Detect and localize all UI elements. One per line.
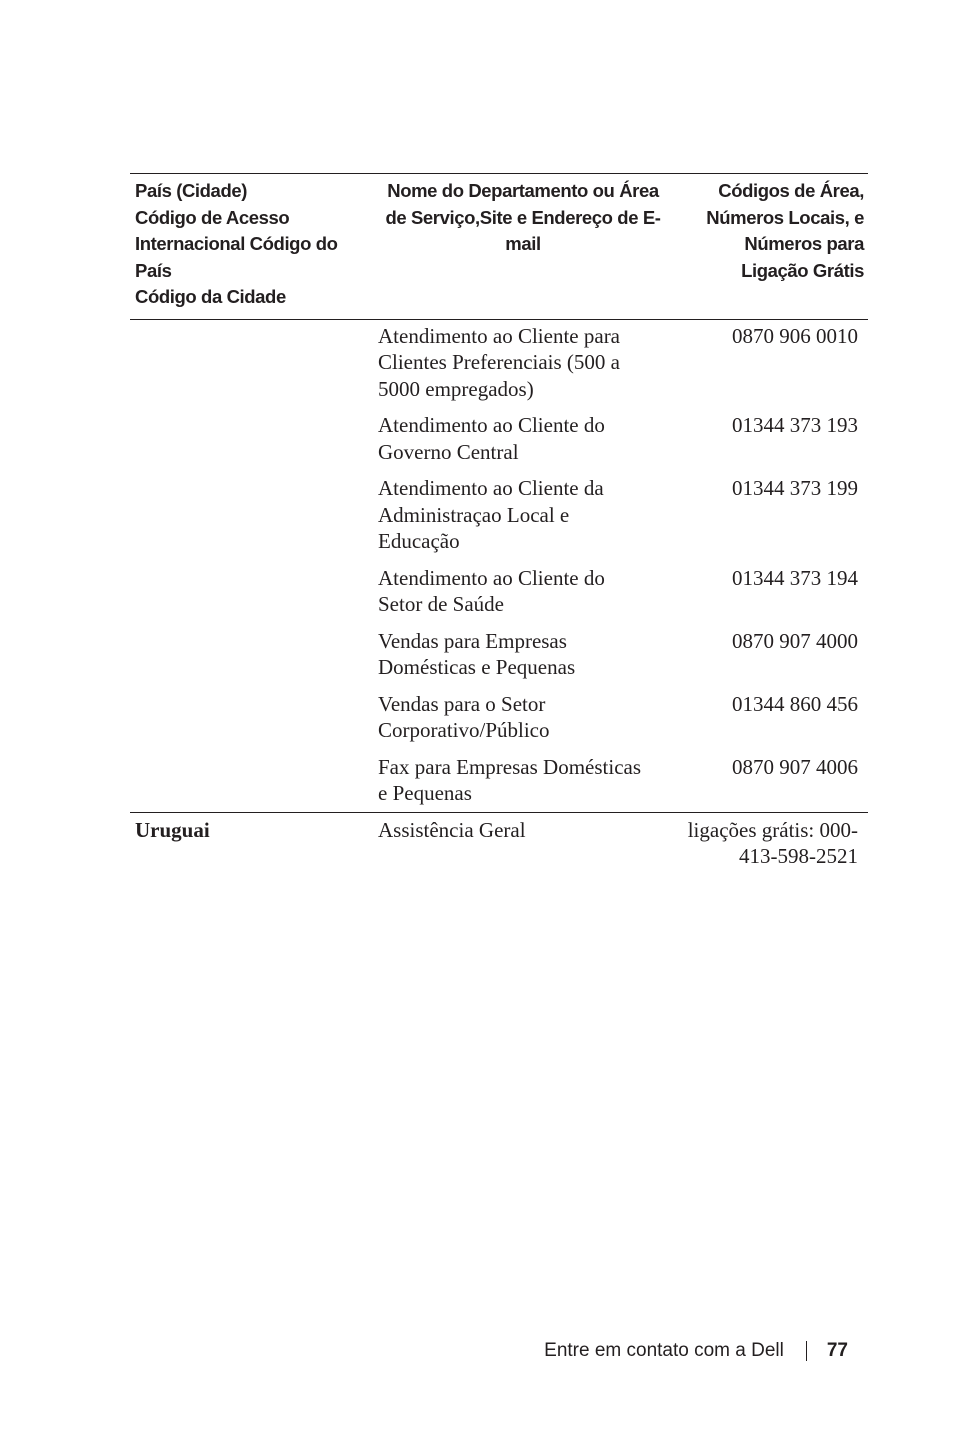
service-cell [130,475,673,555]
phone-number: 01344 373 193 [732,413,858,437]
phone-number: 0870 906 0010 [732,323,858,348]
phone-number: ligações grátis: 000- [687,817,858,842]
phone-number: 01344 373 199 [732,476,858,500]
footer-divider [806,1341,807,1361]
number-cell [673,754,868,807]
header-text: mail [505,233,541,254]
header-text: de Serviço,Site e Endereço de E- [385,206,661,228]
number-cell [673,323,868,403]
table-row [130,628,868,681]
header-text: Nome do Departamento ou Área [387,180,659,201]
country-name: Uruguai [135,817,210,842]
table-row-uruguay [130,813,868,870]
phone-number: 413-598-2521 [739,844,858,868]
number-cell [673,565,868,618]
header-country-code [130,178,373,311]
header-text: Internacional Código do [135,233,338,254]
service-text: Governo Central [378,439,519,464]
header-phone-numbers [673,178,868,311]
service-text: Atendimento ao Cliente do [378,413,605,437]
header-text: Código de Acesso [135,206,290,228]
table-header-row [130,174,868,320]
service-cell [130,754,673,807]
table-row [130,412,868,465]
phone-number: 01344 373 194 [732,565,858,590]
phone-number: 01344 860 456 [732,691,858,716]
table-row [130,754,868,807]
service-cell [373,817,673,870]
service-text: Atendimento ao Cliente da [378,476,604,500]
table-row [130,475,868,555]
uk-entries-group [130,320,868,813]
service-text: Vendas para o Setor [378,691,546,716]
service-text: Setor de Saúde [378,592,504,616]
number-cell [673,475,868,555]
table-row [130,691,868,744]
service-text: Clientes Preferenciais (500 a [378,350,620,374]
service-text: Domésticas e Pequenas [378,655,576,679]
table-row [130,323,868,403]
phone-number: 0870 907 4000 [732,628,858,653]
service-text: Assistência Geral [378,817,526,842]
service-cell [130,565,673,618]
phone-number: 0870 907 4006 [732,754,858,779]
service-text: Fax para Empresas Domésticas [378,754,642,779]
service-text: Vendas para Empresas [378,628,567,653]
page-number: 77 [826,1340,848,1361]
header-text: Código da Cidade [135,286,286,307]
header-text: País [135,259,172,281]
service-text: Atendimento ao Cliente para [378,323,621,348]
header-text: País (Cidade) [135,180,247,201]
header-text: Números para [744,233,864,254]
footer-section-title: Entre em contato com a Dell [544,1340,784,1361]
service-text: e Pequenas [378,781,472,805]
service-text: Corporativo/Público [378,718,550,742]
number-cell [673,817,868,870]
header-text: Ligação Grátis [741,259,864,281]
service-text: Administraçao Local e [378,502,570,527]
service-cell [130,323,673,403]
header-text: Números Locais, e [706,206,864,228]
number-cell [673,628,868,681]
service-cell [130,412,673,465]
service-cell [130,628,673,681]
number-cell [673,691,868,744]
contact-table [130,173,868,870]
header-text: Códigos de Área, [718,180,864,201]
page-footer [544,1336,848,1366]
table-row [130,565,868,618]
number-cell [673,412,868,465]
service-cell [130,691,673,744]
header-department [373,178,673,311]
service-text: Atendimento ao Cliente do [378,565,605,590]
service-text: Educação [378,529,460,553]
country-cell [130,817,373,870]
service-text: 5000 empregados) [378,376,534,401]
